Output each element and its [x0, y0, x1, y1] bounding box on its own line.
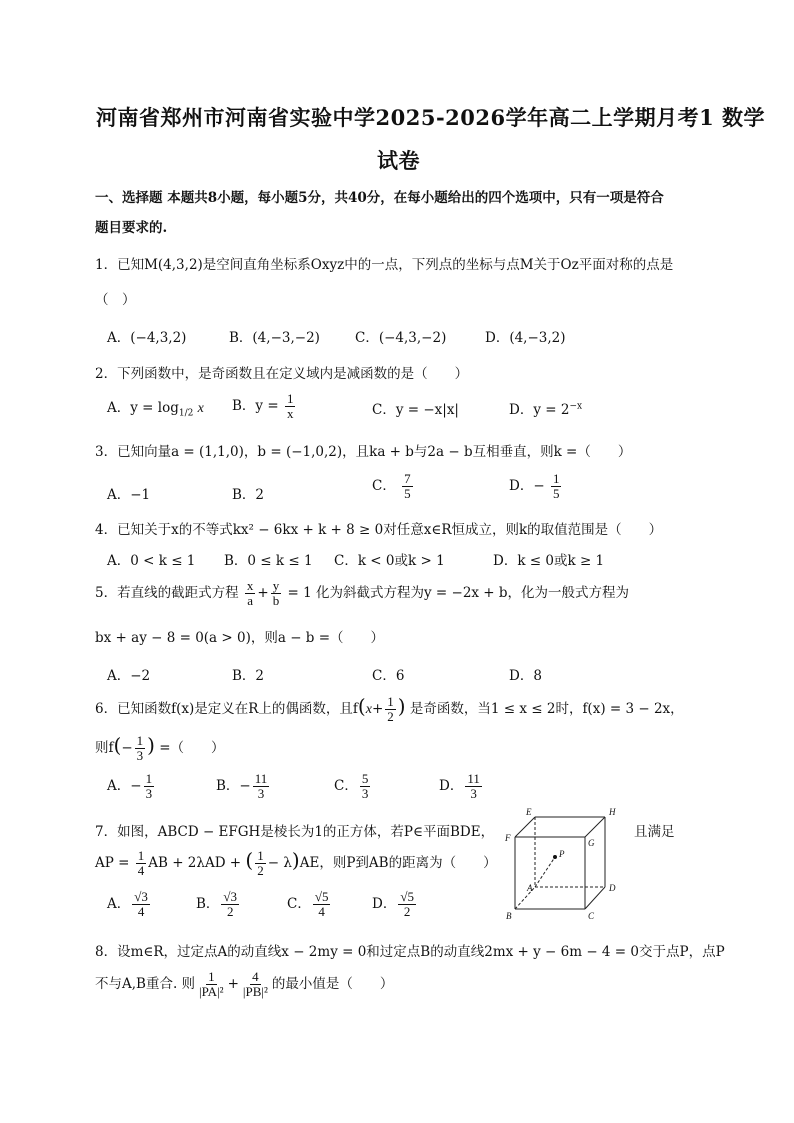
- q2-log-base: 1/2: [178, 408, 194, 419]
- q6-d-num: 11: [467, 771, 480, 786]
- question-6-stem-cont: 则f(− $\frac{1}{3}$ ) =（ ）: [95, 733, 225, 763]
- q6-b-den: 3: [257, 786, 265, 801]
- q6-a-den: 3: [145, 786, 153, 801]
- q6-option-c: [334, 772, 372, 801]
- q6-c-fraction: [360, 772, 371, 801]
- q2-option-b: [232, 392, 297, 421]
- q1-option-a: A．(−4,3,2): [107, 330, 187, 346]
- q6-option-d: [439, 772, 484, 801]
- section-heading-cont: 题目要求的.: [95, 220, 168, 236]
- question-6-stem: 6．已知函数f(x)是定义在R上的偶函数，且f(x+ $\frac{1}{2}$ ) 是奇函数，当1 ≤ x ≤ 2时，f(x) = 3 − 2x，: [95, 694, 684, 724]
- q7-d-fraction: [398, 890, 416, 919]
- q7-a-num: √3: [134, 889, 148, 904]
- q7-option-b-text: B．: [196, 896, 220, 912]
- segment-ap: [535, 857, 555, 887]
- label-h: H: [609, 807, 616, 817]
- q8-frac1-num: 1: [208, 969, 215, 984]
- q2-option-a: [107, 396, 204, 419]
- q5-frac1-num: x: [246, 578, 254, 593]
- label-d: D: [609, 883, 616, 893]
- label-g: G: [588, 838, 595, 848]
- question-1-paren: （ ）: [95, 292, 136, 308]
- q3-d-den: 5: [552, 486, 560, 501]
- cube-edge-fe: [515, 817, 535, 837]
- cube-figure: [500, 805, 630, 923]
- question-3-stem: 3．已知向量a = (1,1,0)，b = (−1,0,2)，且ka + b与2a − b互相垂直，则k =（ ）: [95, 444, 632, 460]
- q4-option-b: B．0 ≤ k ≤ 1: [224, 553, 313, 569]
- q6-half-den: 2: [387, 709, 394, 724]
- q2-d-exponent: −x: [569, 401, 583, 412]
- q3-option-c: [372, 472, 415, 501]
- q3-option-d-text: D．−: [509, 478, 545, 494]
- q3-option-c-text: C．: [372, 478, 396, 494]
- q7-c-den: 4: [318, 904, 325, 919]
- q1-option-c: C．(−4,3,−2): [355, 330, 447, 346]
- q3-option-d-fraction: [551, 472, 562, 501]
- q6-stem2-a: 则f: [95, 740, 114, 756]
- q6-third-den: 3: [136, 748, 144, 763]
- q6-d-fraction: [465, 772, 482, 801]
- q6-d-den: 3: [470, 786, 477, 801]
- q8-frac2-num: 4: [252, 969, 259, 984]
- q7-option-d-text: D．: [372, 896, 397, 912]
- q7-half-fraction: $\frac{1}{2}$: [257, 848, 264, 878]
- q6-option-b-text: B．−: [216, 778, 251, 794]
- label-c: C: [588, 911, 595, 921]
- q7-c-num: √5: [314, 889, 329, 904]
- q6-c-num: 5: [361, 771, 369, 786]
- q5-frac-x-a: [245, 579, 256, 608]
- q7-option-a: [107, 890, 152, 919]
- q6-b-fraction: [253, 772, 270, 801]
- q8-frac1-den: |PA|²: [199, 984, 224, 999]
- question-8-stem-cont: 不与A,B重合. 则 $\frac{1}{\text{|PA|²}}$ + $\frac{4}{\text{|PB|²}}$ 的最小值是（ ）: [95, 969, 394, 999]
- q6-half-num: 1: [387, 694, 394, 709]
- exam-title-line2: 试卷: [377, 148, 420, 173]
- label-a: A: [527, 883, 533, 893]
- q6-half-fraction: [385, 695, 396, 724]
- q5-option-b: B．2: [232, 668, 265, 684]
- q7-option-c-text: C．: [287, 896, 311, 912]
- q6-stem-b: 是奇函数，当1 ≤ x ≤ 2时，f(x) = 3 − 2x，: [409, 701, 684, 717]
- q5-option-a: A．−2: [107, 668, 151, 684]
- question-4-stem: 4．已知关于x的不等式kx² − 6kx + k + 8 ≥ 0对任意x∈R恒成立，则k的取值范围是（ ）: [95, 522, 663, 538]
- q7-option-d: [372, 890, 418, 919]
- q8-frac1: [197, 970, 226, 999]
- q7-b-fraction: [221, 890, 239, 919]
- section-heading: 一、选择题 本题共8小题，每小题5分，共40分，在每小题给出的四个选项中，只有一项是符合: [95, 190, 664, 206]
- q2-b-den: x: [286, 406, 294, 421]
- q5-eq: = 1: [283, 585, 312, 601]
- q3-option-d: [509, 472, 563, 501]
- question-1-stem: 1．已知M(4,3,2)是空间直角坐标系Oxyz中的一点，下列点的坐标与点M关于Oz平面对称的点是: [95, 257, 674, 273]
- q2-option-c: C．y = −x|x|: [372, 402, 459, 418]
- q7-option-b: [196, 890, 241, 919]
- label-e: E: [526, 807, 532, 817]
- q3-d-num: 1: [552, 471, 560, 486]
- q5-option-d: D．8: [509, 668, 542, 684]
- q6-stem-a: 6．已知函数f(x)是定义在R上的偶函数，且f: [95, 701, 358, 717]
- q6-option-d-text: D．: [439, 778, 464, 794]
- q4-option-d: D．k ≤ 0或k ≥ 1: [493, 553, 605, 569]
- q4-option-a: A．0 < k ≤ 1: [107, 553, 196, 569]
- question-5-stem-cont: bx + ay − 8 = 0(a > 0)，则a − b =（ ）: [95, 630, 385, 646]
- q6-stem2-b: =（ ）: [159, 740, 225, 756]
- q6-option-a-text: A．−: [107, 778, 142, 794]
- q7-vec-end: AE，则P到AB的距离为（ ）: [299, 855, 497, 871]
- q2-option-d: [509, 398, 582, 418]
- q5-frac1-den: a: [247, 593, 254, 608]
- q6-option-c-text: C．: [334, 778, 358, 794]
- q6-option-b: [216, 772, 271, 801]
- question-7-vector-equation: AP = $\frac{1}{4}$ AB + 2λAD + ( $\frac{1}{2}$ − λ)AE，则P到AB的距离为（ ）: [95, 848, 497, 878]
- q7-d-den: 2: [403, 904, 411, 919]
- q5-frac2-num: y: [272, 578, 280, 593]
- q3-option-c-fraction: [402, 472, 413, 501]
- question-5-stem: 5．若直线的截距式方程 $\frac{x}{a}$ + $\frac{y}{b}$ = 1 化为斜截式方程为y = −2x + b，化为一般式方程为: [95, 578, 630, 608]
- q3-c-num: 7: [404, 471, 411, 486]
- cube-edge-cd: [585, 887, 605, 909]
- q6-c-den: 3: [361, 786, 369, 801]
- q7-a-den: 4: [137, 904, 145, 919]
- q3-option-b: B．2: [232, 487, 265, 503]
- q2-option-b-text: B．y =: [232, 398, 279, 414]
- q2-log-var: x: [197, 401, 204, 416]
- q6-a-num: 1: [145, 771, 153, 786]
- q2-option-d-text: D．y = 2: [509, 402, 570, 418]
- q7-b-num: √3: [223, 889, 238, 904]
- q2-b-num: 1: [286, 391, 294, 406]
- q7-c-fraction: [313, 890, 331, 919]
- q3-c-den: 5: [404, 486, 411, 501]
- q5-stem-a: 5．若直线的截距式方程: [95, 585, 239, 601]
- q1-option-d: D．(4,−3,2): [485, 330, 566, 346]
- q5-option-c: C．6: [372, 668, 405, 684]
- q4-option-c: C．k < 0或k > 1: [334, 553, 445, 569]
- cube-edge-gh: [585, 817, 605, 837]
- q6-third-fraction: [135, 734, 146, 763]
- q8-stem2-a: 不与A,B重合. 则: [95, 976, 196, 992]
- q7-a-fraction: [132, 890, 150, 919]
- exam-title-line1: 河南省郑州市河南省实验中学2025-2026学年高二上学期月考1 数学: [96, 105, 766, 130]
- q6-a-fraction: [144, 772, 155, 801]
- q7-quarter-fraction: $\frac{1}{4}$: [137, 848, 145, 878]
- q6-option-a: [107, 772, 156, 801]
- q6-b-num: 11: [254, 771, 268, 786]
- q5-frac2-den: b: [272, 593, 280, 608]
- q7-option-a-text: A．: [107, 896, 131, 912]
- q5-stem-b: 化为斜截式方程为y = −2x + b，化为一般式方程为: [315, 585, 630, 601]
- question-7-stem-end: 且满足: [634, 824, 675, 840]
- label-b: B: [506, 911, 512, 921]
- q7-d-num: √5: [400, 889, 414, 904]
- question-8-stem: 8．设m∈R，过定点A的动直线x − 2my = 0和过定点B的动直线2mx + y − 6m − 4 = 0交于点P，点P: [95, 944, 725, 960]
- q7-b-den: 2: [226, 904, 234, 919]
- label-p: P: [559, 849, 565, 859]
- q5-frac-y-b: [271, 579, 282, 608]
- q3-option-a: A．−1: [107, 487, 151, 503]
- question-2-stem: 2．下列函数中，是奇函数且在定义域内是减函数的是（ ）: [95, 366, 469, 382]
- question-7-stem: 7．如图，ABCD − EFGH是棱长为1的正方体，若P∈平面BDE，: [95, 824, 495, 840]
- q7-vec-mid: AB + 2λAD +: [148, 855, 246, 871]
- q8-stem2-b: 的最小值是（ ）: [271, 976, 394, 992]
- point-p: [553, 855, 557, 859]
- q6-third-num: 1: [136, 733, 144, 748]
- q2-option-a-text: A．y = log: [107, 400, 179, 416]
- q8-frac2: [241, 970, 270, 999]
- label-f: F: [505, 833, 511, 843]
- q7-vec-ap: AP =: [95, 855, 134, 871]
- q8-frac2-den: |PB|²: [242, 984, 268, 999]
- q7-option-c: [287, 890, 332, 919]
- q2-option-b-fraction: [285, 392, 296, 421]
- q1-option-b: B．(4,−3,−2): [229, 330, 320, 346]
